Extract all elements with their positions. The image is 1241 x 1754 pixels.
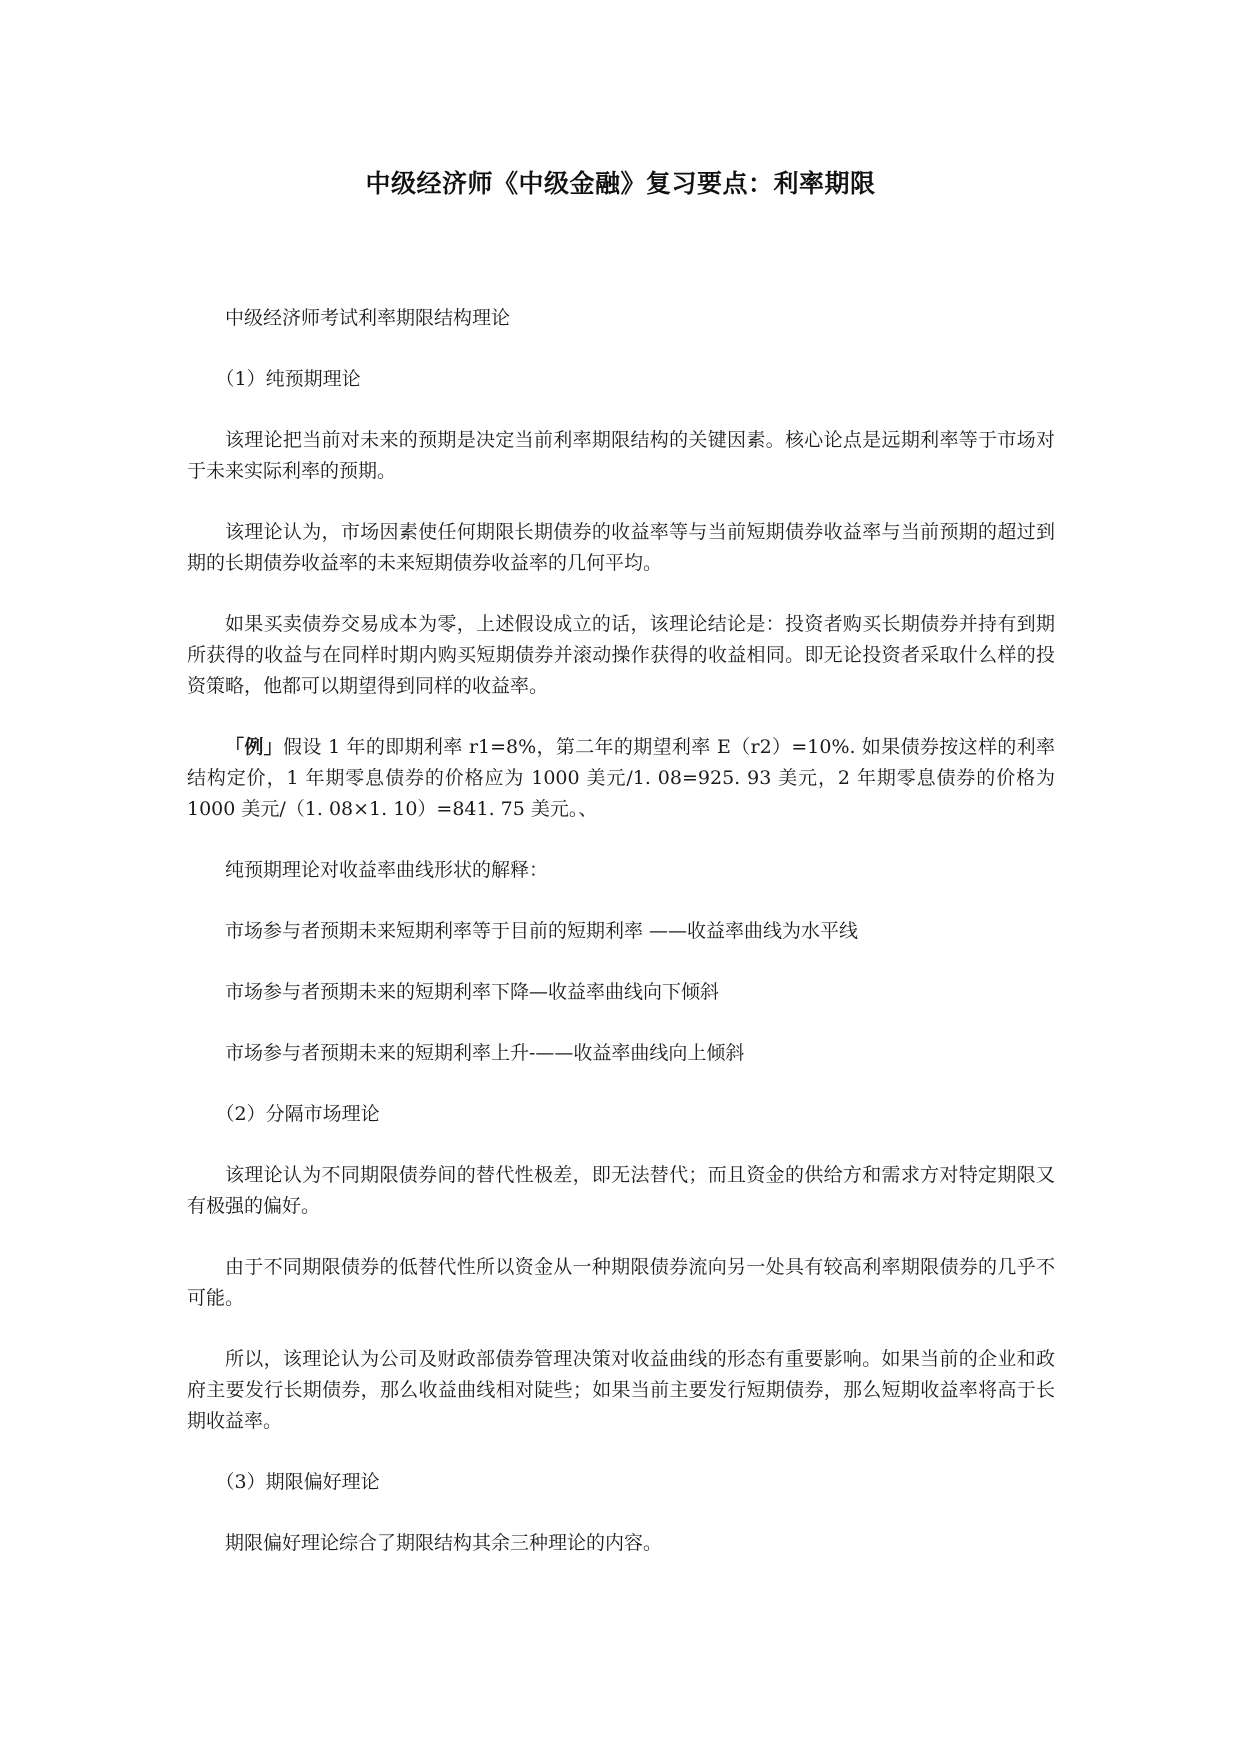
paragraph: 该理论把当前对未来的预期是决定当前利率期限结构的关键因素。核心论点是远期利率等于市场对于未来实际利率的预期。 <box>187 429 1055 482</box>
document-title: 中级经济师《中级金融》复习要点：利率期限 <box>365 169 876 198</box>
section-heading-pure-expectations: （1）纯预期理论 <box>215 368 361 390</box>
list-item: 市场参与者预期未来短期利率等于目前的短期利率 ——收益率曲线为水平线 <box>225 920 859 942</box>
paragraph: 该理论认为，市场因素使任何期限长期债券的收益率等与当前短期债券收益率与当前预期的超过到期的长期债券收益率的未来短期债券收益率的几何平均。 <box>187 521 1055 574</box>
paragraph: 纯预期理论对收益率曲线形状的解释： <box>225 859 549 881</box>
section-heading-preferred-habitat: （3）期限偏好理论 <box>215 1471 380 1493</box>
example-paragraph <box>187 732 1055 825</box>
section-intro: 中级经济师考试利率期限结构理论 <box>225 307 511 329</box>
section-heading-segmented-markets: （2）分隔市场理论 <box>215 1103 380 1125</box>
paragraph: 该理论认为不同期限债券间的替代性极差，即无法替代；而且资金的供给方和需求方对特定期限又有极强的偏好。 <box>187 1164 1055 1217</box>
paragraph: 如果买卖债券交易成本为零，上述假设成立的话，该理论结论是：投资者购买长期债券并持有到期所获得的收益与在同样时期内购买短期债券并滚动操作获得的收益相同。即无论投资者采取什么样的投资策略，他都可以期望得到同样的收益率。 <box>187 613 1055 697</box>
example-text: 假设 1 年的即期利率 r1=8%，第二年的期望利率 E（r2）=10%. 如果债券按这样的利率结构定价，1 年期零息债券的价格应为 1000 美元/1. 08=925. 93 美元，2 年期零息债券的价格为 1000 美元/（1. 08×1. 10）=841. 75 美元。、 <box>187 736 1055 820</box>
paragraph: 由于不同期限债券的低替代性所以资金从一种期限债券流向另一处具有较高利率期限债券的几乎不可能。 <box>187 1256 1055 1309</box>
list-item: 市场参与者预期未来的短期利率上升-——收益率曲线向上倾斜 <box>225 1042 745 1064</box>
paragraph: 期限偏好理论综合了期限结构其余三种理论的内容。 <box>225 1532 663 1554</box>
paragraph: 所以，该理论认为公司及财政部债券管理决策对收益曲线的形态有重要影响。如果当前的企业和政府主要发行长期债券，那么收益曲线相对陡些；如果当前主要发行短期债券，那么短期收益率将高于长期收益率。 <box>187 1348 1055 1432</box>
document-body <box>187 303 1055 1589</box>
example-tag: 「例」 <box>225 736 284 758</box>
list-item: 市场参与者预期未来的短期利率下降—收益率曲线向下倾斜 <box>225 981 720 1003</box>
